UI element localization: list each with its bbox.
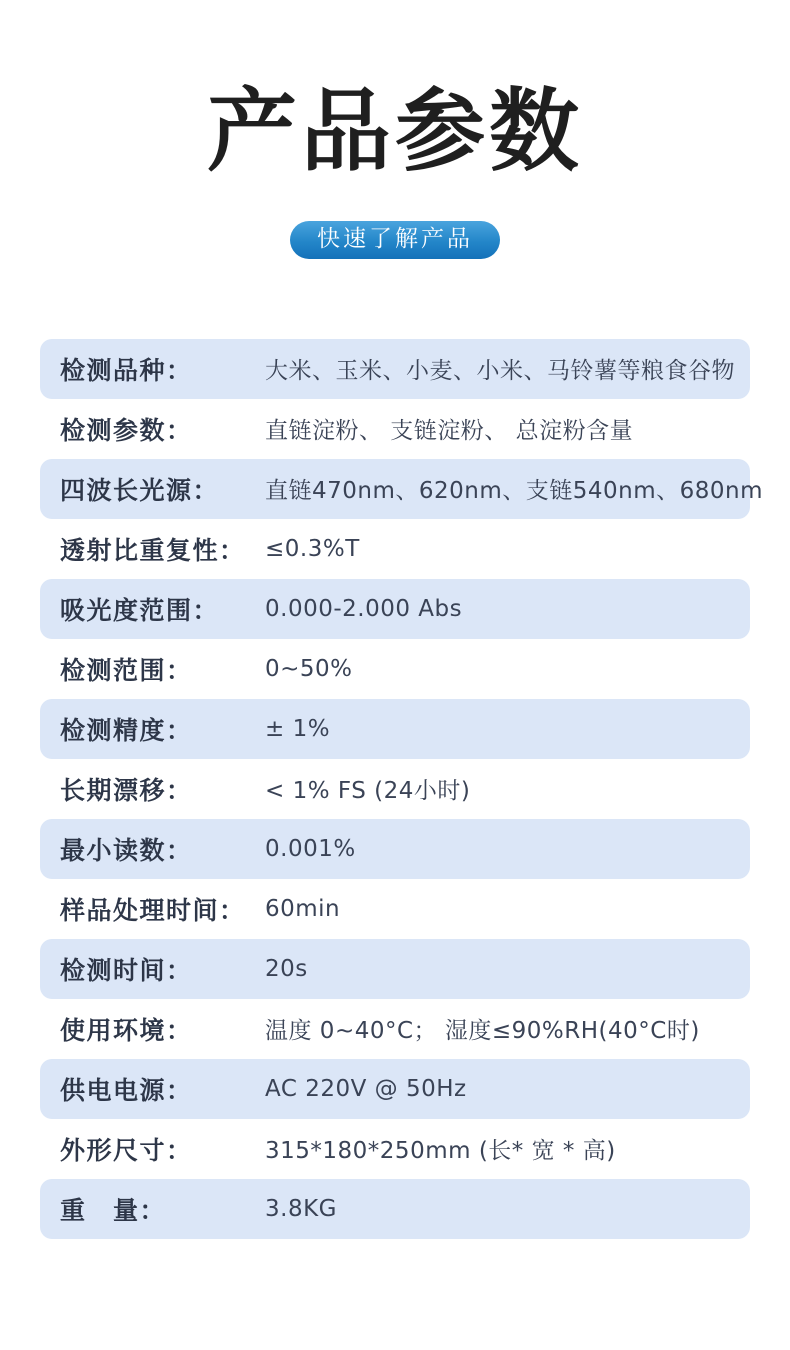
spec-value: 60min: [265, 895, 341, 922]
spec-label: 透射比重复性：: [60, 535, 246, 565]
spec-value: 温度 0~40°C； 湿度≤90%RH(40°C时): [265, 1018, 700, 1044]
spec-label: 使用环境：: [60, 1015, 193, 1045]
spec-row: [40, 579, 750, 639]
spec-table: [40, 339, 764, 1239]
spec-row: [40, 399, 750, 459]
spec-label: 检测时间：: [60, 955, 193, 985]
spec-value: 大米、玉米、小麦、小米、马铃薯等粮食谷物: [265, 358, 735, 384]
spec-value: ± 1%: [265, 715, 331, 742]
spec-row: [40, 639, 750, 699]
badge-container: [0, 221, 790, 259]
spec-value: ≤0.3%T: [265, 535, 360, 562]
spec-label: 检测品种：: [60, 355, 193, 385]
spec-value: AC 220V @ 50Hz: [265, 1075, 467, 1102]
spec-value: 0.000-2.000 Abs: [265, 595, 463, 622]
spec-label: 吸光度范围：: [60, 595, 220, 625]
spec-label: 重 量：: [60, 1195, 167, 1225]
spec-row: [40, 1059, 750, 1119]
spec-label: 四波长光源：: [60, 475, 220, 505]
spec-value: 0~50%: [265, 655, 353, 682]
page-title: 产品参数: [207, 78, 583, 184]
spec-label: 供电电源：: [60, 1075, 193, 1105]
spec-row: [40, 939, 750, 999]
spec-row: [40, 879, 750, 939]
spec-value: 3.8KG: [265, 1195, 337, 1222]
quick-intro-badge: 快速了解产品: [290, 221, 500, 259]
spec-label: 检测参数：: [60, 415, 193, 445]
spec-row: [40, 699, 750, 759]
spec-row: [40, 759, 750, 819]
spec-label: 最小读数：: [60, 835, 193, 865]
spec-value: 20s: [265, 955, 308, 982]
spec-row: [40, 819, 750, 879]
spec-value: < 1% FS (24小时): [265, 778, 471, 804]
spec-value: 0.001%: [265, 835, 356, 862]
spec-label: 检测精度：: [60, 715, 193, 745]
spec-value: 315*180*250mm (长* 宽 * 高): [265, 1138, 616, 1164]
spec-value: 直链470nm、620nm、支链540nm、680nm: [265, 478, 764, 504]
spec-label: 样品处理时间：: [60, 895, 246, 925]
spec-row: [40, 1179, 750, 1239]
spec-row: [40, 999, 750, 1059]
spec-label: 外形尺寸：: [60, 1135, 193, 1165]
spec-label: 检测范围：: [60, 655, 193, 685]
spec-row: [40, 1119, 750, 1179]
spec-row: [40, 519, 750, 579]
spec-row: [40, 339, 750, 399]
spec-row: [40, 459, 764, 519]
spec-value: 直链淀粉、 支链淀粉、 总淀粉含量: [265, 418, 634, 444]
spec-label: 长期漂移：: [60, 775, 193, 805]
